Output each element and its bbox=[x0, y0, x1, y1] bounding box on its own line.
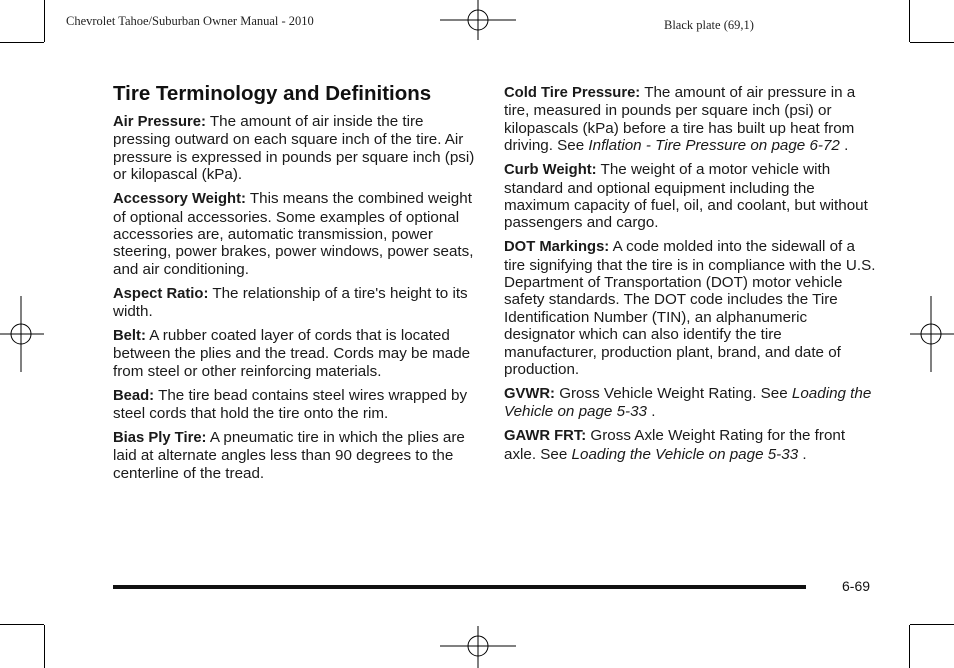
term: DOT Markings: bbox=[504, 239, 610, 256]
footer-rule bbox=[113, 585, 806, 589]
definition-text: The amount of air inside the tire pressing outward on each square inch of the tire. Air pressure is expressed in pounds per square inch (psi) or kilopascal (kPa). bbox=[113, 113, 475, 184]
crop-mark bbox=[910, 624, 954, 625]
definition bbox=[113, 190, 481, 278]
definition-text: A pneumatic tire in which the plies are laid at alternate angles less than 90 degrees to the centerline of the tread. bbox=[113, 429, 465, 482]
left-column bbox=[113, 113, 481, 489]
definition-text: The relationship of a tire's height to its width. bbox=[113, 284, 468, 321]
term: Aspect Ratio: bbox=[113, 285, 209, 302]
plate-label: Black plate (69,1) bbox=[664, 18, 754, 32]
crop-mark bbox=[910, 42, 954, 43]
registration-mark-left bbox=[0, 296, 44, 372]
crop-mark bbox=[0, 42, 44, 43]
term: Belt: bbox=[113, 327, 146, 344]
definition bbox=[504, 385, 876, 421]
term: Bead: bbox=[113, 387, 155, 404]
term: Cold Tire Pressure: bbox=[504, 85, 641, 101]
term: GAWR FRT: bbox=[504, 428, 587, 445]
definition-text: This means the combined weight of optional accessories. Some examples of optional accessories are, automatic transmission, power steering, power brakes, power windows, power seats, and air conditioning. bbox=[113, 190, 474, 278]
term: Bias Ply Tire: bbox=[113, 430, 207, 446]
definition bbox=[504, 238, 876, 378]
cross-reference-link[interactable]: Loading the Vehicle on page 5-33 bbox=[504, 385, 872, 421]
definition-text: The weight of a motor vehicle with standard and optional equipment including the maximum capacity of fuel, oil, and coolant, but without passengers and cargo. bbox=[504, 161, 868, 232]
term: GVWR: bbox=[504, 386, 555, 402]
definition bbox=[113, 285, 481, 321]
definition-tail: . bbox=[798, 445, 807, 463]
crop-mark bbox=[44, 625, 45, 668]
crop-mark bbox=[909, 625, 910, 668]
definition-text: The amount of air pressure in a tire, measured in pounds per square inch (psi) or kilopascals (kPa) before a tire has built up heat from driving. See bbox=[504, 84, 856, 155]
definition bbox=[504, 427, 876, 463]
page-number: 6-69 bbox=[842, 578, 871, 594]
right-column bbox=[504, 84, 876, 470]
definition-tail: . bbox=[646, 403, 656, 421]
cross-reference-link[interactable]: Inflation - Tire Pressure on page 6-72 bbox=[588, 137, 840, 155]
registration-mark-top bbox=[440, 0, 516, 44]
definition bbox=[113, 327, 481, 380]
crop-mark bbox=[0, 624, 44, 625]
crop-mark bbox=[909, 0, 910, 42]
definition-text: Gross Axle Weight Rating for the front axle. See bbox=[504, 427, 846, 463]
term: Air Pressure: bbox=[113, 114, 206, 130]
definition bbox=[113, 429, 481, 482]
definition bbox=[504, 84, 876, 155]
registration-mark-bottom bbox=[440, 624, 516, 668]
definition-text: Gross Vehicle Weight Rating. See bbox=[554, 385, 792, 402]
definition-tail: . bbox=[839, 137, 849, 155]
registration-mark-right bbox=[910, 296, 954, 372]
definition bbox=[113, 113, 481, 184]
definition-text: A code molded into the sidewall of a tire signifying that the tire is in compliance with the U.S. Department of Transportation (DOT) motor vehicle safety standards. The DOT code includes the Tire Identification Number (TIN), an alphanumeric designator which can also identify the tire manufacturer, production plant, brand, and date of production. bbox=[504, 238, 876, 379]
manual-title: Chevrolet Tahoe/Suburban Owner Manual - 2010 bbox=[66, 14, 314, 28]
term: Accessory Weight: bbox=[113, 191, 246, 208]
term: Curb Weight: bbox=[504, 162, 597, 179]
definition-text: The tire bead contains steel wires wrapped by steel cords that hold the tire onto the rim. bbox=[113, 386, 468, 423]
cross-reference-link[interactable]: Loading the Vehicle on page 5-33 bbox=[571, 445, 799, 463]
definition bbox=[113, 387, 481, 423]
page-title: Tire Terminology and Definitions bbox=[113, 82, 432, 105]
definition bbox=[504, 161, 876, 232]
crop-mark bbox=[44, 0, 45, 42]
definition-text: A rubber coated layer of cords that is located between the plies and the tread. Cords may be made from steel or other reinforcing materials. bbox=[113, 326, 471, 380]
